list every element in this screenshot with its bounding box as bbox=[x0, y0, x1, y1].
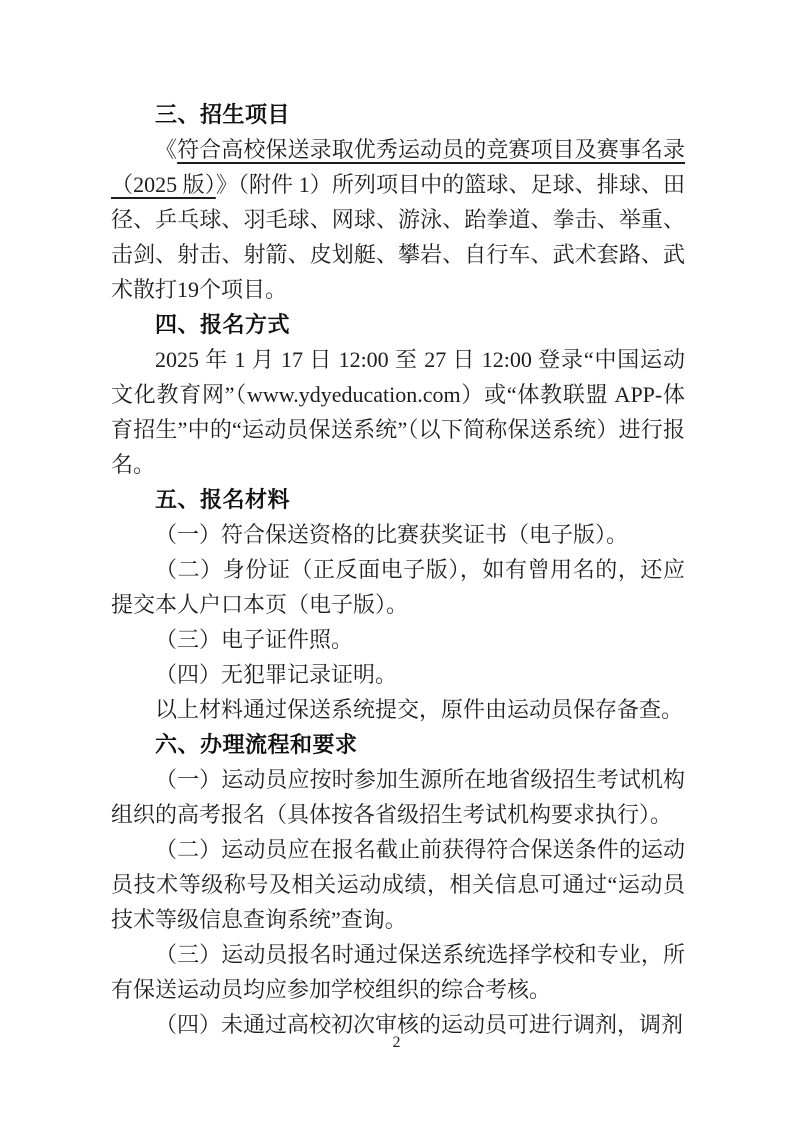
procedure-item-1: （一）运动员应按时参加生源所在地省级招生考试机构组织的高考报名（具体按各省级招生考试机构要求执行）。 bbox=[111, 767, 685, 827]
book-title-open-bracket: 《 bbox=[155, 137, 178, 162]
heading-registration-materials: 五、报名材料 bbox=[155, 487, 291, 512]
paragraph-enrollment-programs bbox=[111, 132, 685, 307]
book-title-underlined: 符合高校保送录取优秀运动员的竞赛项目及赛事名录（2025 版） bbox=[111, 137, 685, 197]
material-item-4: （四）无犯罪记录证明。 bbox=[155, 662, 398, 687]
procedure-item-4: （四）未通过高校初次审核的运动员可进行调剂，调剂 bbox=[155, 1012, 684, 1037]
page-number: 2 bbox=[392, 1034, 401, 1051]
heading-enrollment-programs: 三、招生项目 bbox=[155, 102, 291, 127]
procedure-item-2: （二）运动员应在报名截止前获得符合保送条件的运动员技术等级称号及相关运动成绩，相关信息可通过“运动员技术等级信息查询系统”查询。 bbox=[111, 837, 685, 932]
document-body bbox=[111, 97, 685, 1042]
procedure-item-3: （三）运动员报名时通过保送系统选择学校和专业，所有保送运动员均应参加学校组织的综合考核。 bbox=[111, 942, 685, 1002]
material-item-2: （二）身份证（正反面电子版），如有曾用名的，还应提交本人户口本页（电子版）。 bbox=[111, 557, 685, 617]
material-item-1: （一）符合保送资格的比赛获奖证书（电子版）。 bbox=[155, 522, 629, 547]
materials-note: 以上材料通过保送系统提交，原件由运动员保存备查。 bbox=[155, 697, 684, 722]
heading-registration-method: 四、报名方式 bbox=[155, 312, 291, 337]
material-item-3: （三）电子证件照。 bbox=[155, 627, 354, 652]
enrollment-programs-list-text: 》（附件 1）所列项目中的篮球、足球、排球、田径、乒乓球、羽毛球、网球、游泳、跆拳道、拳击、举重、击剑、射击、射箭、皮划艇、攀岩、自行车、武术套路、武术散打19个项目。 bbox=[111, 172, 685, 302]
heading-procedures: 六、办理流程和要求 bbox=[155, 732, 358, 757]
paragraph-registration-method: 2025 年 1 月 17 日 12:00 至 27 日 12:00 登录“中国运动文化教育网”（www.ydyeducation.com）或“体教联盟 APP-体育招生”中的“运动员保送系统”（以下简称保送系统）进行报名。 bbox=[111, 347, 685, 477]
